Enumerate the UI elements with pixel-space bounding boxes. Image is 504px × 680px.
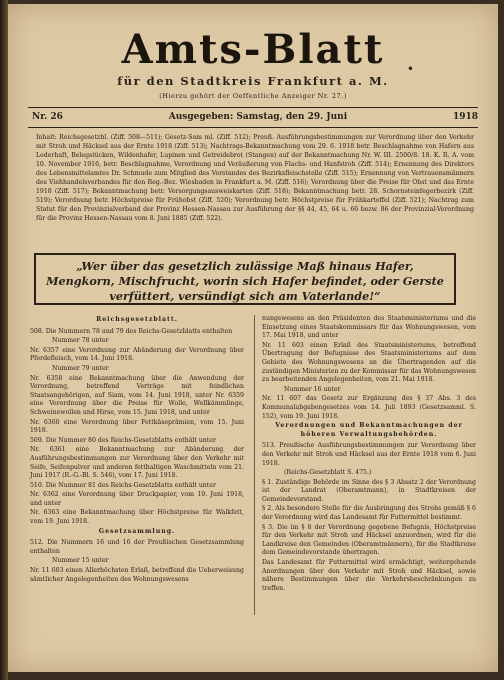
left-column xyxy=(30,315,244,585)
bottom-rule xyxy=(28,127,478,128)
paragraph: Nr. 6363 eine Bekanntmachung über Höchstpreise für Walkfett, vom 19. Juni 1918. xyxy=(30,509,244,526)
paragraph: § 2. Als besondere Stelle für die Ausbringung des Strohs gemäß § 6 der Verordnung wird das Landesamt für Futtermittel bestimmt. xyxy=(262,505,476,522)
issue-number: Nr. 26 xyxy=(32,112,63,122)
paragraph: Nummer 15 unter xyxy=(52,557,109,565)
paragraph: 509. Die Nummer 80 des Reichs-Gesetzblatts enthält unter xyxy=(30,436,216,444)
paragraph: Nummer 79 unter xyxy=(52,364,109,372)
paragraph: § 1. Zuständige Behörde im Sinne des § 3 Absatz 2 der Verordnung ist der Landrat (Oberamtmann), in Stadtkreisen der Gemeindevorstand. xyxy=(262,478,476,503)
right-column xyxy=(262,315,476,594)
masthead xyxy=(8,28,498,100)
paragraph: 508. Die Nummern 78 und 79 des Reichs-Gesetzblatts enthalten xyxy=(30,327,233,335)
paragraph: Nr. 6362 eine Verordnung über Druckpapier, vom 19. Juni 1918, und unter xyxy=(30,491,244,507)
masthead-note: (Hierzu gehört der Oeffentliche Anzeiger Nr. 27.) xyxy=(159,92,347,100)
paragraph: 510. Die Nummer 81 des Reichs-Gesetzblatts enthält unter xyxy=(30,481,216,489)
issue-date: Ausgegeben: Samstag, den 29. Juni xyxy=(168,112,348,122)
paragraph: Nr. 6360 eine Verordnung über Fettkäseprämien, vom 15. Juni 1918. xyxy=(30,418,244,435)
section-heading: Gesetzsammlung. xyxy=(98,527,176,535)
body-columns xyxy=(30,315,478,665)
paragraph: Nr. 11 607 das Gesetz zur Ergänzung des § 37 Abs. 3 des Kommunalabgabengesetzes vom 14. Juli 1893 (Gesetzsamml. S. 152), vom 19. Juni 1918. xyxy=(262,395,476,420)
paragraph: 512. Die Nummern 16 und 16 der Preußischen Gesetzsammlung enthalten xyxy=(30,539,244,555)
section-heading: Verordnungen und Bekanntmachungen der höheren Verwaltungsbehörden. xyxy=(275,422,463,438)
column-divider xyxy=(254,315,255,615)
paragraph: Nr. 6361 eine Bekanntmachung zur Abänderung der Ausführungsbestimmungen zur Verordnung über den Verkehr mit Seife, Seifenpulver und anderen fetthaltigen Waschmitteln vom 21. Juni 1917 (R.-G.-Bl. S. 546), vom 17. Juni 1918. xyxy=(30,446,244,480)
table-of-contents: Inhalt: Reichsgesetzbl. (Ziff. 508—511); Gesetz-Sam ml. (Ziff. 512); Preuß. Ausführungsbestimmungen zur Verordnung über den Verkehr mit Stroh und Häcksel aus der Ernte 1918 (Ziff. 513); Nachtrags-Bekanntmachung vom 29. 6. 1918 betr. Beschlagnahme von Hafern aus Lederhaft, Belegstücken, Wildenhafer, Lupinen und Getreidebrot (Stangen) auf der Bekanntmachung Nr. W. III. 2500/8. 18. K. R. A. vom 10. November 1916, betr. Beschlagnahme, Verordnung und Veräußerung von Flachs- und Hanfstroh (Ziff. 514); Ernennung des Direktors des Lebensmittelamtes Dr. Schmude zum Mitglied des Vorstandes des Bezirksfleischstelle (Ziff. 515); Ernennung von Vertrauensmännern des Viehhandelsverbandes für den Reg.-Bez. Wiesbaden in Frankfurt a. M. (Ziff. 516); Verordnung über die Preise für Obst und das Ernte 1918 (Ziff. 517); Bekanntmachung betr. Versorgungsausweiskarten (Ziff. 518); Bekanntmachung betr. 28. Schornsteinfegerbezirk (Ziff. 519); Verordnung betr. Höchstpreise für Frühobst (Ziff. 520); Verordnung betr. Höchstpreise für Frühkartoffel (Ziff. 521); Nachtrag zum Statut für den Provinzialverband der Provinz Hessen-Nassau zur Ausführung der §§ 44, 45, 64 u. 66 bezw. 86 der Provinzial-Verordnung für die Provinz Hessen-Nassau vom 8. Juni 1885 (Ziff. 522). xyxy=(36,134,474,222)
paragraph: Nummer 16 unter xyxy=(284,385,341,393)
masthead-title: Amts-Blatt xyxy=(121,26,385,73)
paragraph: Nr. 11 603 einen Allerhöchsten Erlaß, betreffend die Ueberweisung sämtlicher Angelegenheiten des Wohnungswesens xyxy=(30,567,244,583)
paragraph: (Reichs-Gesetzblatt S. 475.) xyxy=(284,469,372,477)
binding-spine xyxy=(0,0,8,680)
issue-line xyxy=(32,112,478,122)
decorative-dot: • xyxy=(406,62,414,76)
paragraph: § 3. Die im § 8 der Verordnung gegebene Befugnis, Höchstpreise für den Verkehr mit Stroh und Häcksel anzuordnen, wird für die Landkreise den Gemeinden (Oberamtmännern), für die Stadtkreise dem Gemeindevorstande übertragen. xyxy=(262,523,476,557)
masthead-subtitle: für den Stadtkreis Frankfurt a. M. xyxy=(117,74,389,88)
paragraph: Nr. 11 603 einen Erlaß des Staatsministeriums, betreffend Übertragung der Befugnisse des Staatsministeriums auf dem Gebiete des Wohnungswesens an die Übertragenden auf die zuständigen Ministerien zu der Kommissar für das Wohnungswesen zu bearbeitenden Angelegenheiten, vom 21. Mai 1918. xyxy=(262,341,476,384)
paragraph: Nr. 6358 eine Bekanntmachung über die Anwendung der Verordnung, betreffend Verträge mit feindlichen Staatsangehörigen, auf Siam, vom 14. Juni 1918, unter Nr. 6359 eine Verordnung über die Preise für Wolle, Wollkämmlinge, Schweinewollen und Hirse, vom 15. Juni 1918, und unter xyxy=(30,374,244,416)
paragraph: Das Landesamt für Futtermittel wird ermächtigt, weitergehende Anordnungen über den Verkehr mit Stroh und Häcksel, sowie nähere Bestimmungen über die Verkehrsbeschränkungen zu treffen. xyxy=(262,559,476,592)
paragraph: Nr. 6357 eine Verordnung zur Abänderung der Verordnung über Pferdefleisch, vom 14. Juni 1918. xyxy=(30,346,244,363)
document-page xyxy=(8,4,498,672)
paragraph: nungswesens an den Präsidenten des Staatsministeriums und die Einsetzung eines Staatskommissars für das Wohnungswesen, vom 17. Mai 1918, und unter xyxy=(262,315,476,340)
top-rule xyxy=(28,107,478,108)
paragraph: Nummer 78 unter xyxy=(52,337,109,345)
issue-year: 1918 xyxy=(452,112,478,122)
callout-box: „Wer über das gesetzlich zulässige Maß hinaus Hafer, Mengkorn, Mischfrucht, worin sich Hafer befindet, oder Gerste verfüttert, versündigt sich am Vaterlande!“ xyxy=(34,253,456,305)
section-heading: Reichsgesetzblatt. xyxy=(96,316,178,323)
paragraph: 513. Preußische Ausführungsbestimmungen zur Verordnung über den Verkehr mit Stroh und Häcksel aus der Ernte 1918 vom 6. Juni 1918. xyxy=(262,442,476,467)
